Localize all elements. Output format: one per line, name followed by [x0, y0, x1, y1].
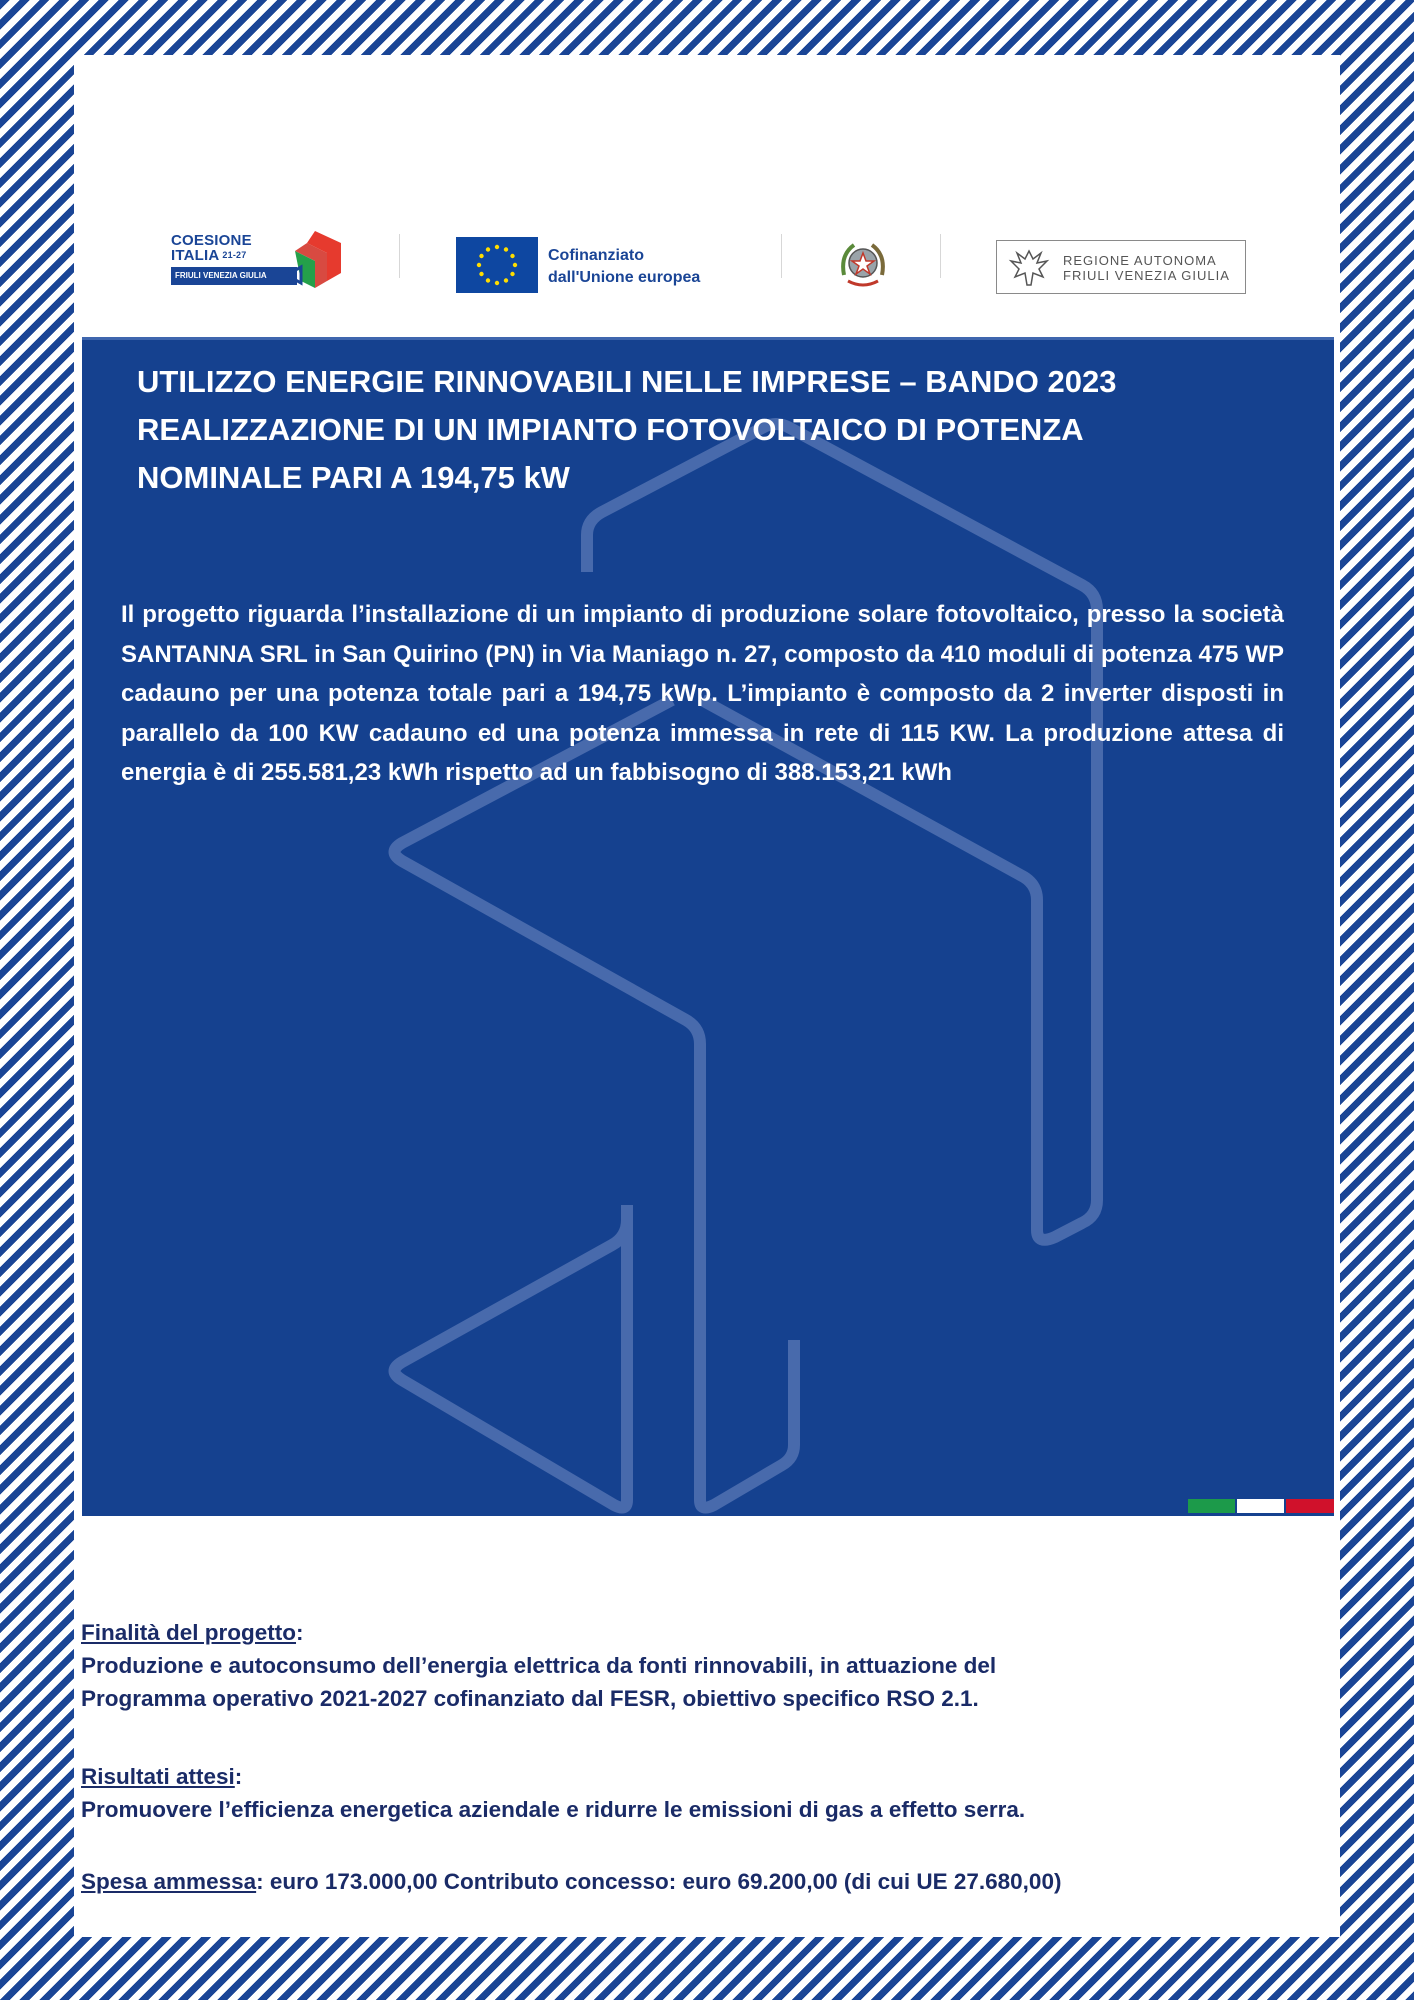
coesione-sup: 21-27 — [222, 250, 247, 260]
project-title — [137, 358, 1257, 502]
regione-logo-text — [1063, 253, 1230, 283]
poster-sheet — [74, 55, 1340, 1937]
logos-row — [74, 225, 1340, 305]
coesione-italia-logo — [171, 225, 361, 305]
logo-separator — [399, 234, 400, 278]
finalita-heading — [81, 1616, 1321, 1649]
title-line-1: UTILIZZO ENERGIE RINNOVABILI NELLE IMPRESE – BANDO 2023 — [137, 364, 1117, 399]
finalita-line-2: Programma operativo 2021-2027 cofinanziato dal FESR, obiettivo specifico RSO 2.1. — [81, 1686, 979, 1711]
coesione-cube-icon — [285, 229, 349, 291]
italian-republic-emblem — [836, 225, 890, 305]
eu-flag-icon — [456, 237, 538, 293]
coesione-line1: COESIONE — [171, 232, 252, 249]
eagle-icon — [1005, 245, 1053, 291]
italian-republic-emblem-icon — [836, 235, 890, 295]
regione-fvg-logo — [996, 225, 1246, 305]
finalita-section — [81, 1616, 1321, 1715]
eu-cofinanced-logo — [456, 225, 756, 305]
regione-logo-box — [996, 240, 1246, 294]
finalita-label: Finalità del progetto — [81, 1620, 297, 1645]
regione-line1: REGIONE AUTONOMA — [1063, 253, 1217, 268]
logo-separator — [940, 234, 941, 278]
risultati-text: Promuovere l’efficienza energetica aziendale e ridurre le emissioni di gas a effetto serra. — [81, 1797, 1026, 1822]
coesione-logo-text — [171, 233, 252, 263]
title-line-3: NOMINALE PARI A 194,75 kW — [137, 460, 570, 495]
risultati-heading — [81, 1760, 1321, 1793]
flag-green-bar — [1188, 1499, 1235, 1513]
coesione-region-bar: FRIULI VENEZIA GIULIA — [171, 267, 297, 285]
eu-logo-text — [548, 245, 700, 289]
italian-flag-strip — [1188, 1499, 1334, 1513]
flag-white-bar — [1237, 1499, 1284, 1513]
risultati-section — [81, 1760, 1321, 1826]
eu-line1: Cofinanziato — [548, 247, 644, 264]
flag-red-bar — [1286, 1499, 1334, 1513]
spesa-section — [81, 1865, 1321, 1898]
spesa-label: Spesa ammessa — [81, 1869, 257, 1894]
project-panel — [82, 340, 1334, 1516]
coesione-line2: ITALIA — [171, 247, 220, 264]
finalita-line-1: Produzione e autoconsumo dell’energia elettrica da fonti rinnovabili, in attuazione del — [81, 1653, 997, 1678]
eu-line2: dall'Unione europea — [548, 269, 701, 286]
risultati-label: Risultati attesi — [81, 1764, 235, 1789]
logo-separator — [781, 234, 782, 278]
title-line-2: REALIZZAZIONE DI UN IMPIANTO FOTOVOLTAICO DI POTENZA — [137, 412, 1084, 447]
coesione-watermark-icon — [82, 340, 1334, 1516]
regione-line2: FRIULI VENEZIA GIULIA — [1063, 268, 1230, 283]
risultati-colon: : — [234, 1764, 243, 1789]
finalita-colon: : — [296, 1620, 304, 1645]
project-description: Il progetto riguarda l’installazione di un impianto di produzione solare fotovoltaico, presso la società SANTANNA SRL in San Quirino (PN) in Via Maniago n. 27, composto da 410 moduli di potenza 475 WP cadauno per una potenza totale pari a 194,75 kWp. L’impianto è composto da 2 inverter disposti in parallelo da 100 KW cadauno ed una potenza immessa in rete di 115 KW. La produzione attesa di energia è di 255.581,23 kWh rispetto ad un fabbisogno di 388.153,21 kWh — [121, 601, 1284, 786]
spesa-text: : euro 173.000,00 Contributo concesso: euro 69.200,00 (di cui UE 27.680,00) — [256, 1869, 1062, 1894]
